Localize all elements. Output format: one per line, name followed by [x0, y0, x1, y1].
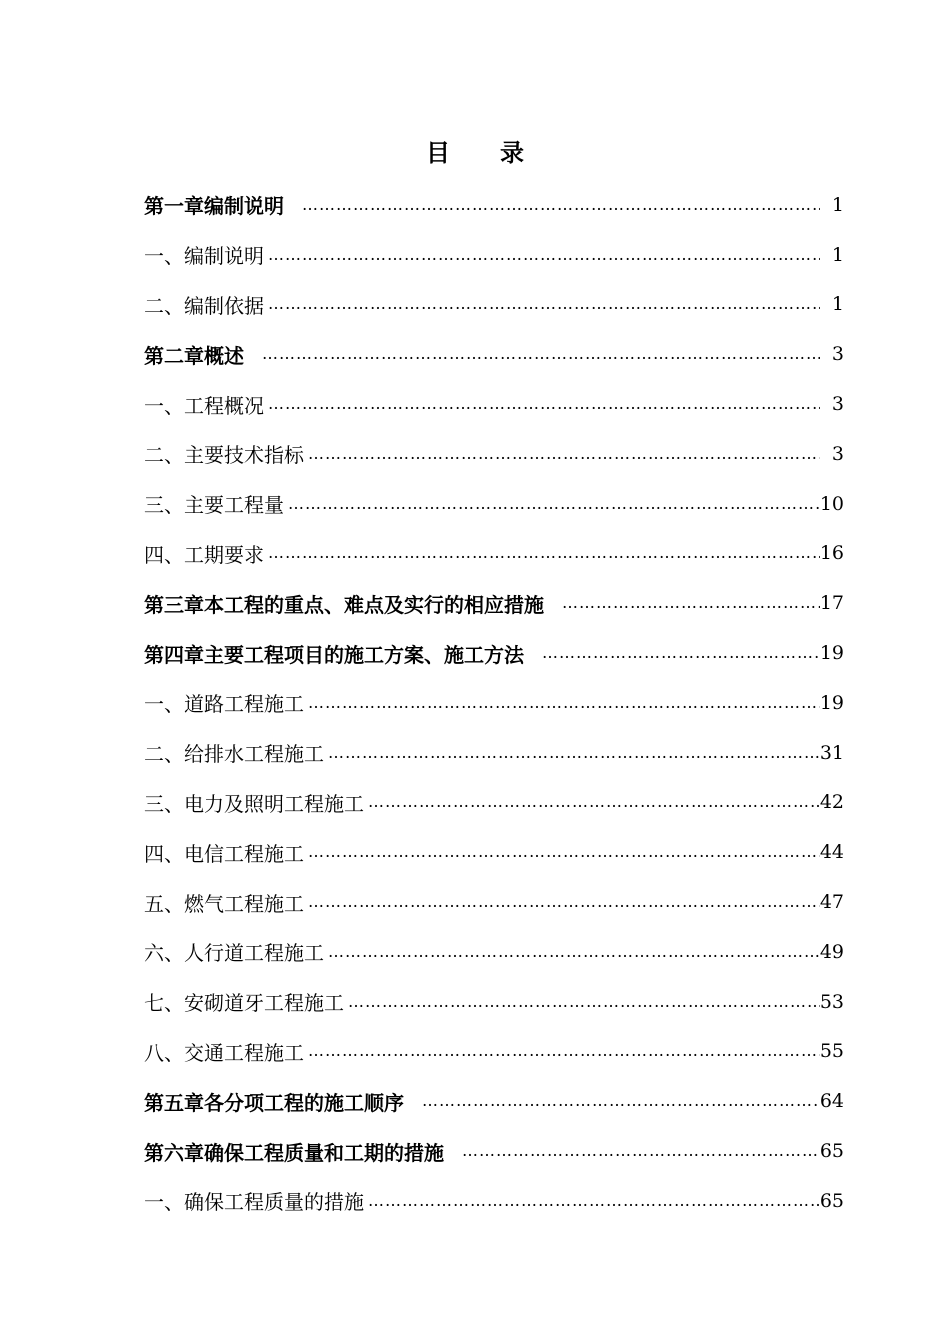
toc-page-number: 49	[819, 940, 844, 963]
toc-leader-dots	[308, 1040, 820, 1062]
toc-page-number: 10	[819, 492, 844, 515]
toc-leader-dots	[268, 244, 820, 266]
toc-page-number: 3	[831, 442, 844, 465]
toc-entry-label: 八、交通工程施工	[144, 1040, 304, 1065]
toc-entry-label: 第三章本工程的重点、难点及实行的相应措施	[144, 592, 544, 617]
toc-section-entry[interactable]	[144, 230, 844, 280]
toc-leader-dots	[262, 343, 820, 365]
toc-page-number: 1	[831, 193, 844, 216]
toc-entry-label: 一、确保工程质量的措施	[144, 1190, 364, 1215]
toc-section-entry[interactable]	[144, 977, 844, 1027]
toc-page-number: 1	[831, 243, 844, 266]
toc-leader-dots	[308, 692, 820, 714]
toc-chapter-entry[interactable]	[144, 329, 844, 379]
toc-entry-label: 三、电力及照明工程施工	[144, 791, 364, 816]
toc-entry-label: 一、道路工程施工	[144, 692, 304, 717]
toc-page-number: 1	[831, 293, 844, 316]
toc-section-entry[interactable]	[144, 379, 844, 429]
toc-page-number: 17	[819, 592, 844, 615]
toc-section-entry[interactable]	[144, 280, 844, 330]
toc-section-entry[interactable]	[144, 529, 844, 579]
toc-leader-dots	[268, 542, 820, 564]
toc-leader-dots	[302, 194, 820, 216]
toc-entry-label: 七、安砌道牙工程施工	[144, 991, 344, 1016]
toc-chapter-entry[interactable]	[144, 1076, 844, 1126]
toc-leader-dots	[368, 1190, 820, 1212]
toc-leader-dots	[328, 941, 820, 963]
toc-entry-label: 第五章各分项工程的施工顺序	[144, 1090, 404, 1115]
toc-page-number: 44	[819, 841, 844, 864]
toc-section-entry[interactable]	[144, 678, 844, 728]
toc-leader-dots	[348, 991, 820, 1013]
toc-entry-label: 二、编制依据	[144, 293, 264, 318]
toc-section-entry[interactable]	[144, 877, 844, 927]
toc-entry-label: 四、电信工程施工	[144, 841, 304, 866]
title-char-2: 录	[500, 138, 524, 167]
toc-section-entry[interactable]	[144, 1176, 844, 1226]
toc-page-number: 53	[819, 990, 844, 1013]
toc-section-entry[interactable]	[144, 479, 844, 529]
toc-page-number: 65	[819, 1140, 844, 1163]
toc-page-number: 65	[819, 1189, 844, 1212]
toc-page-number: 19	[819, 691, 844, 714]
toc-page-number: 47	[819, 891, 844, 914]
toc-leader-dots	[328, 742, 820, 764]
toc-entry-label: 二、主要技术指标	[144, 443, 304, 468]
toc-chapter-entry[interactable]	[144, 628, 844, 678]
toc-section-entry[interactable]	[144, 778, 844, 828]
toc-leader-dots	[422, 1090, 820, 1112]
toc-leader-dots	[462, 1140, 820, 1162]
toc-entry-label: 五、燃气工程施工	[144, 891, 304, 916]
toc-section-entry[interactable]	[144, 429, 844, 479]
toc-section-entry[interactable]	[144, 728, 844, 778]
toc-entry-label: 一、工程概况	[144, 393, 264, 418]
toc-chapter-entry[interactable]	[144, 578, 844, 628]
toc-page-number: 19	[819, 642, 844, 665]
toc-entry-label: 第六章确保工程质量和工期的措施	[144, 1140, 444, 1165]
toc-page-number: 42	[819, 791, 844, 814]
toc-page-number: 3	[831, 393, 844, 416]
toc-section-entry[interactable]	[144, 827, 844, 877]
toc-entry-label: 一、编制说明	[144, 244, 264, 269]
toc-title	[0, 133, 950, 168]
toc-leader-dots	[308, 891, 820, 913]
toc-entry-label: 第四章主要工程项目的施工方案、施工方法	[144, 642, 524, 667]
toc-chapter-entry[interactable]	[144, 180, 844, 230]
toc-leader-dots	[562, 592, 820, 614]
toc-page-number: 3	[831, 343, 844, 366]
title-char-1: 目	[426, 138, 450, 167]
table-of-contents	[144, 180, 844, 1226]
toc-leader-dots	[368, 791, 820, 813]
toc-entry-label: 三、主要工程量	[144, 493, 284, 518]
toc-leader-dots	[288, 493, 820, 515]
toc-leader-dots	[268, 393, 820, 415]
toc-entry-label: 第一章编制说明	[144, 194, 284, 219]
toc-page-number: 55	[819, 1040, 844, 1063]
toc-page-number: 64	[819, 1090, 844, 1113]
toc-entry-label: 六、人行道工程施工	[144, 941, 324, 966]
toc-leader-dots	[542, 642, 820, 664]
toc-section-entry[interactable]	[144, 927, 844, 977]
toc-entry-label: 二、给排水工程施工	[144, 742, 324, 767]
toc-page-number: 31	[819, 741, 844, 764]
toc-chapter-entry[interactable]	[144, 1126, 844, 1176]
toc-entry-label: 四、工期要求	[144, 542, 264, 567]
toc-page-number: 16	[819, 542, 844, 565]
toc-leader-dots	[308, 841, 820, 863]
toc-leader-dots	[268, 293, 820, 315]
toc-section-entry[interactable]	[144, 1027, 844, 1077]
toc-leader-dots	[308, 443, 820, 465]
toc-entry-label: 第二章概述	[144, 343, 244, 368]
